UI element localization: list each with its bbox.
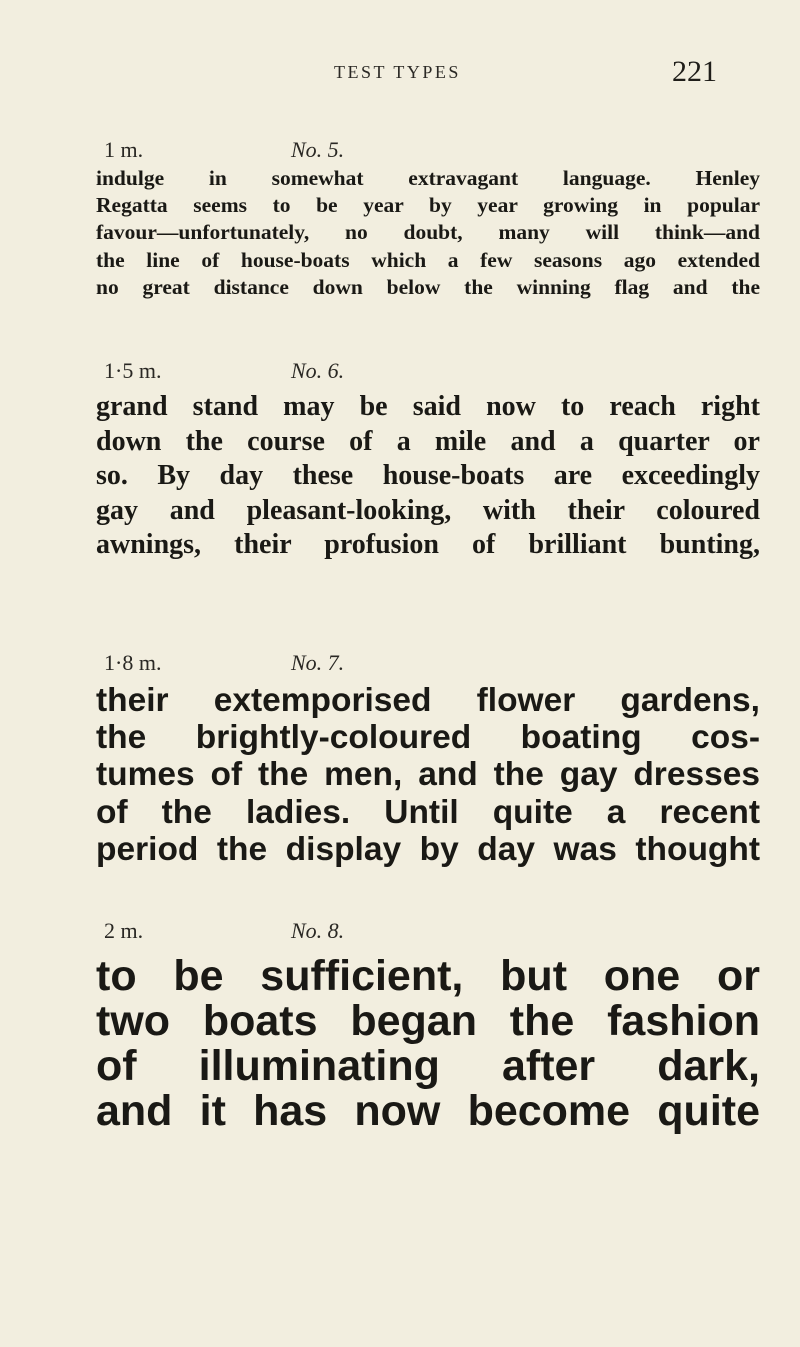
type-specimen-no-6 bbox=[96, 358, 760, 563]
specimen-text bbox=[96, 390, 760, 563]
specimen-number: No. 8. bbox=[291, 918, 345, 943]
specimen-label bbox=[96, 650, 760, 682]
specimen-line: indulge in somewhat extravagant language. Henley bbox=[96, 166, 760, 190]
specimen-line: so. By day these house-boats are exceedingly bbox=[96, 460, 760, 492]
specimen-line: to be sufficient, but one or bbox=[96, 954, 760, 999]
specimen-size: 1·5 m. bbox=[104, 358, 162, 383]
specimen-number: No. 5. bbox=[291, 137, 345, 162]
type-specimen-no-5 bbox=[96, 137, 760, 301]
specimen-line: of the ladies. Until quite a recent bbox=[96, 793, 760, 831]
specimen-size: 2 m. bbox=[104, 918, 144, 943]
specimen-line: Regatta seems to be year by year growing in popular bbox=[96, 193, 760, 218]
specimen-number: No. 7. bbox=[291, 650, 345, 675]
specimen-label bbox=[96, 137, 760, 165]
specimen-size: 1·8 m. bbox=[104, 650, 162, 675]
specimen-line: their extemporised flower gardens, bbox=[96, 682, 760, 719]
running-head-title: TEST TYPES bbox=[334, 62, 461, 82]
specimen-line: the brightly-coloured boating cos- bbox=[96, 719, 760, 757]
running-head bbox=[0, 55, 800, 95]
specimen-line: grand stand may be said now to reach right bbox=[96, 391, 760, 422]
specimen-line: gay and pleasant-looking, with their coloured bbox=[96, 494, 760, 526]
specimen-size: 1 m. bbox=[104, 137, 144, 162]
specimen-line: no great distance down below the winning flag and the bbox=[96, 274, 760, 299]
specimen-text bbox=[96, 165, 760, 301]
specimen-line: awnings, their profusion of brilliant bunting, bbox=[96, 529, 760, 561]
specimen-line: tumes of the men, and the gay dresses bbox=[96, 756, 760, 794]
specimen-line: period the display by day was thought bbox=[96, 830, 760, 868]
specimen-line: favour—unfortunately, no doubt, many will think—and bbox=[96, 220, 760, 245]
specimen-line: and it has now become quite bbox=[96, 1089, 760, 1134]
specimen-line: down the course of a mile and a quarter or bbox=[96, 425, 760, 457]
specimen-text bbox=[96, 682, 760, 868]
type-specimen-no-7 bbox=[96, 650, 760, 868]
specimen-label bbox=[96, 918, 760, 954]
page-number: 221 bbox=[672, 55, 717, 88]
specimen-line: two boats began the fashion bbox=[96, 999, 760, 1044]
specimen-label bbox=[96, 358, 760, 390]
specimen-line: of illuminating after dark, bbox=[96, 1044, 760, 1089]
specimen-line: the line of house-boats which a few seasons ago extended bbox=[96, 247, 760, 272]
type-specimen-no-8 bbox=[96, 918, 760, 1134]
specimen-text bbox=[96, 954, 760, 1134]
specimen-number: No. 6. bbox=[291, 358, 345, 383]
